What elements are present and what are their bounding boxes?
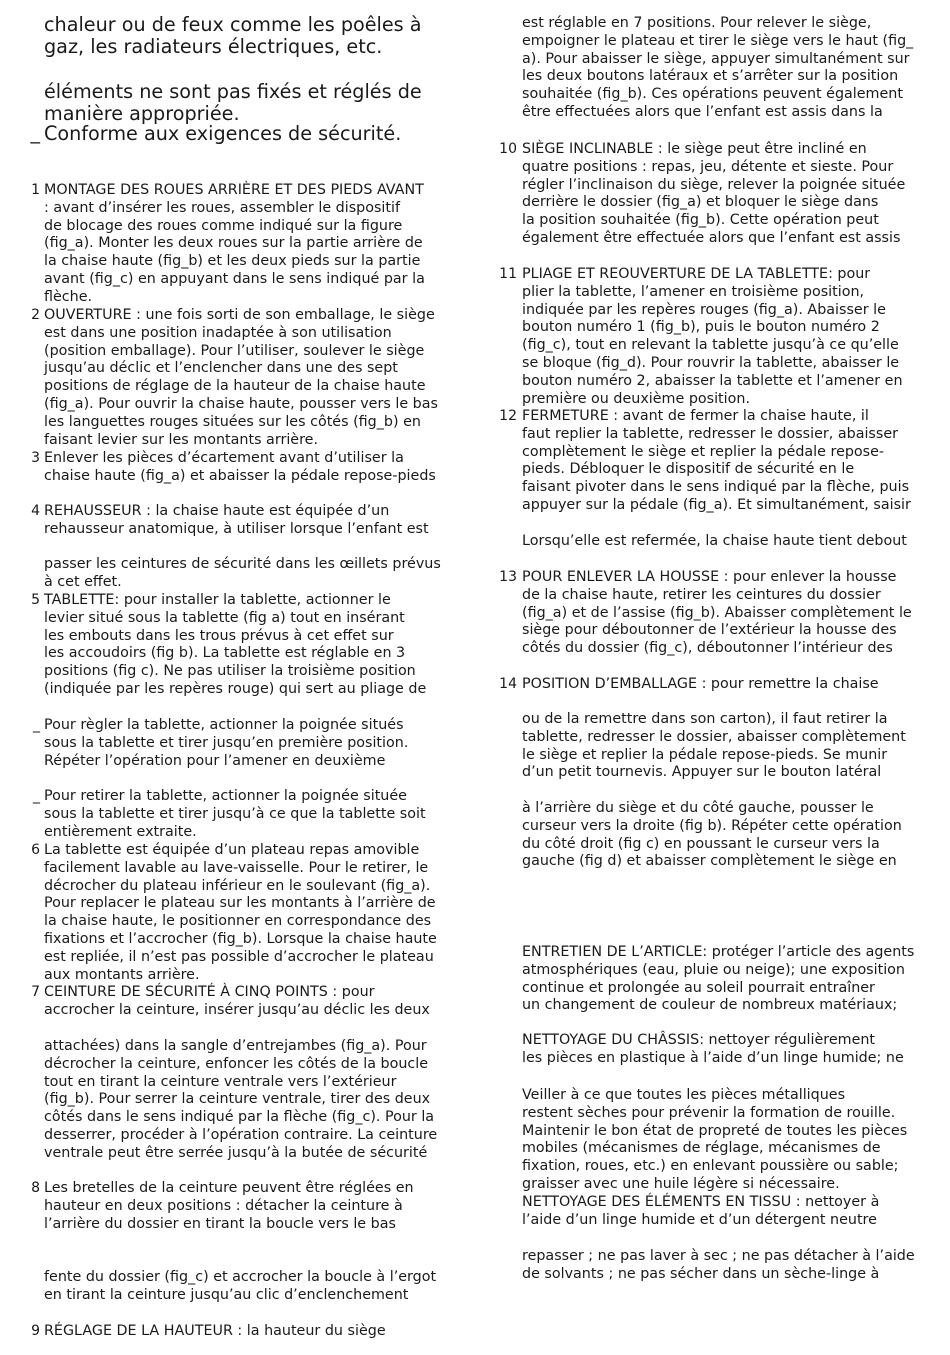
paragraph-text: ou de la remettre dans son carton), il faut retirer la tablette, redresser le dossier, abaisser complètement le siège et replier la pédale repose-pieds. Se munir d’un petit tournevis. Appuyer sur le bouton latéral (522, 711, 906, 781)
paragraph-r12 (497, 408, 937, 515)
item-number: 9 (31, 1323, 40, 1339)
item-number: _ (30, 122, 40, 144)
item-number: 6 (31, 842, 40, 858)
paragraph-text: NETTOYAGE DES ÉLÉMENTS EN TISSU : nettoyer à l’aide d’un linge humide et d’un détergent neutre (522, 1194, 880, 1228)
item-number: 8 (31, 1180, 40, 1196)
paragraph-text: CEINTURE DE SÉCURITÉ À CINQ POINTS : pour accrocher la ceinture, insérer jusqu’au déclic les deux (44, 984, 430, 1018)
item-number: 10 (499, 141, 517, 157)
paragraph-text: REHAUSSEUR : la chaise haute est équipée d’un rehausseur anatomique, à utiliser lorsque l’enfant est (44, 503, 429, 537)
paragraph-i5 (26, 592, 466, 699)
paragraph-intro2 (26, 81, 466, 124)
paragraph-r18b (497, 1248, 937, 1284)
paragraph-text: RÉGLAGE DE LA HAUTEUR : la hauteur du siège (44, 1323, 386, 1339)
paragraph-text: PLIAGE ET REOUVERTURE DE LA TABLETTE: pour plier la tablette, l’amener en troisième position, indiquée par les repères rouges (fig_a). Abaisser le bouton numéro 1 (fig_b), puis le bouton numéro 2 (fig_c), tout en relevant la tablette jusqu’à ce qu’elle se bloque (fig_d). Pour rouvrir la tablette, abaisser le bouton numéro 2, abaisser la tablette et l’amener en première ou deuxième position. (522, 266, 903, 407)
paragraph-text: TABLETTE: pour installer la tablette, actionner le levier situé sous la tablette (fig a) tout en insérant les embouts dans les trous prévus à cet effet sur les accoudoirs (fig b). La tablette est réglable en 3 positions (fig c). Ne pas utiliser la troisième position (indiquée par les repères rouge) qui sert au pliage de (44, 592, 427, 697)
paragraph-text: Veiller à ce que toutes les pièces métalliques restent sèches pour prévenir la formation de rouille. Maintenir le bon état de propreté de toutes les pièces mobiles (mécanismes de réglage, mécanismes de fixation, roues, etc.) en enlevant poussière ou sable; graisser avec une huile légère si nécessaire. (522, 1087, 908, 1192)
paragraph-i7b (26, 1038, 466, 1163)
paragraph-text: fente du dossier (fig_c) et accrocher la boucle à l’ergot en tirant la ceinture jusqu’au clic d’enclenchement (44, 1269, 437, 1303)
paragraph-text: POSITION D’EMBALLAGE : pour remettre la chaise (522, 676, 879, 692)
paragraph-r15 (497, 944, 937, 1015)
paragraph-text: Les bretelles de la ceinture peuvent être réglées en hauteur en deux positions : détacher la ceinture à l’arrière du dossier en tirant la boucle vers le bas (44, 1180, 414, 1232)
paragraph-text: La tablette est équipée d’un plateau repas amovible facilement lavable au lave-vaisselle. Pour le retirer, le décrocher du plateau inférieur en le soulevant (fig_a). Pour replacer le plateau sur les montants à l’arrière de la chaise haute, le positionner en correspondance des fixations et l’accrocher (fig_b). Lorsque la chaise haute est repliée, il n’est pas possible d’accrocher le plateau aux montants arrière. (44, 842, 437, 983)
paragraph-text: ENTRETIEN DE L’ARTICLE: protéger l’article des agents atmosphériques (eau, pluie ou neige); une exposition continue et prolongée au soleil pourrait entraîner un changement de couleur de nombreux matériaux; (522, 944, 915, 1014)
paragraph-i9 (26, 1323, 466, 1341)
paragraph-r14b (497, 711, 937, 782)
paragraph-text: FERMETURE : avant de fermer la chaise haute, il faut replier la tablette, redresser le dossier, abaisser complètement le siège et replier la pédale repose- pieds. Débloquer le dispositif de sécurité en le faisant pivoter dans le sens indiqué par la flèche, puis appuyer sur la pédale (fig_a). Et simultanément, saisir (522, 408, 911, 513)
paragraph-text: Pour retirer la tablette, actionner la poignée située sous la tablette et tirer jusqu’à ce que la tablette soit entièrement extraite. (44, 788, 426, 840)
paragraph-text: passer les ceintures de sécurité dans les œillets prévus à cet effet. (44, 556, 441, 590)
paragraph-text: est réglable en 7 positions. Pour relever le siège, empoigner le plateau et tirer le siège vers le haut (fig_ a). Pour abaisser le siège, appuyer simultanément sur les deux boutons latéraux et s’arrêter sur la position souhaitée (fig_b). Ces opérations peuvent également être effectuées alors que l’enfant est assis dans la (522, 15, 914, 120)
paragraph-text: chaleur ou de feux comme les poêles à gaz, les radiateurs électriques, etc. (44, 13, 422, 58)
paragraph-intro1 (26, 14, 466, 57)
paragraph-r16 (497, 1032, 937, 1068)
paragraph-intro3 (26, 123, 466, 145)
paragraph-text: éléments ne sont pas fixés et réglés de manière appropriée. (44, 80, 422, 125)
paragraph-r13 (497, 569, 937, 658)
paragraph-i4b (26, 556, 466, 592)
paragraph-i1 (26, 182, 466, 307)
paragraph-i5c (26, 788, 466, 841)
paragraph-i2 (26, 307, 466, 449)
paragraph-r10 (497, 141, 937, 248)
item-number: 4 (31, 503, 40, 519)
paragraph-text: MONTAGE DES ROUES ARRIÈRE ET DES PIEDS AVANT : avant d’insérer les roues, assembler le dispositif de blocage des roues comme indiqué sur la figure (fig_a). Monter les deux roues sur la partie arrière de la chaise haute (fig_b) et les deux pieds sur la partie avant (fig_c) en appuyant dans le sens indiqué par la flèche. (44, 182, 425, 305)
paragraph-r11 (497, 266, 937, 408)
item-number: 7 (31, 984, 40, 1000)
paragraph-text: Pour règler la tablette, actionner la poignée situés sous la tablette et tirer jusqu’en première position. Répéter l’opération pour l’amener en deuxième (44, 717, 409, 769)
paragraph-text: POUR ENLEVER LA HOUSSE : pour enlever la housse de la chaise haute, retirer les ceintures du dossier (fig_a) et de l’assise (fig_b). Abaisser complètement le siège pour déboutonner de l’extérieur la housse des côtés du dossier (fig_c), déboutonner l’intérieur des (522, 569, 912, 657)
item-number: _ (33, 788, 40, 804)
paragraph-r14c (497, 800, 937, 871)
paragraph-text: repasser ; ne pas laver à sec ; ne pas détacher à l’aide de solvants ; ne pas sécher dans un sèche-linge à (522, 1248, 915, 1282)
paragraph-r18 (497, 1194, 937, 1230)
paragraph-r12b (497, 533, 937, 551)
paragraph-r17 (497, 1087, 937, 1194)
paragraph-text: attachées) dans la sangle d’entrejambes (fig_a). Pour décrocher la ceinture, enfoncer les côtés de la boucle tout en tirant la ceinture ventrale vers l’extérieur (fig_b). Pour serrer la ceinture ventrale, tirer des deux côtés dans le sens indiqué par la flèche (fig_c). Pour la desserrer, procéder à l’opération contraire. La ceinture ventrale peut être serrée jusqu’à la butée de sécurité (44, 1038, 438, 1161)
paragraph-text: NETTOYAGE DU CHÂSSIS: nettoyer régulièrement les pièces en plastique à l’aide d’un linge humide; ne (522, 1032, 904, 1066)
paragraph-text: à l’arrière du siège et du côté gauche, pousser le curseur vers la droite (fig b). Répéter cette opération du côté droit (fig c) en poussant le curseur vers la gauche (fig d) et abaisser complètement le siège en (522, 800, 902, 870)
paragraph-text: Enlever les pièces d’écartement avant d’utiliser la chaise haute (fig_a) et abaisser la pédale repose-pieds (44, 450, 436, 484)
paragraph-text: SIÈGE INCLINABLE : le siège peut être incliné en quatre positions : repas, jeu, détente et sieste. Pour régler l’inclinaison du siège, relever la poignée située derrière le dossier (fig_a) et bloquer le siège dans la position souhaitée (fig_b). Cette opération peut également être effectuée alors que l’enfant est assis (522, 141, 906, 246)
paragraph-text: OUVERTURE : une fois sorti de son emballage, le siège est dans une position inadaptée à son utilisation (position emballage). Pour l’utiliser, soulever le siège jusqu’au déclic et l’enclencher dans une des sept positions de réglage de la hauteur de la chaise haute (fig_a). Pour ouvrir la chaise haute, pousser vers le bas les languettes rouges situées sur les côtés (fig_b) en faisant levier sur les montants arrière. (44, 307, 438, 448)
item-number: 13 (499, 569, 517, 585)
paragraph-i8b (26, 1269, 466, 1305)
paragraph-i3 (26, 450, 466, 486)
paragraph-i7 (26, 984, 466, 1020)
paragraph-text: Lorsqu’elle est refermée, la chaise haute tient debout (522, 533, 907, 549)
paragraph-i5b (26, 717, 466, 770)
item-number: _ (33, 717, 40, 733)
item-number: 5 (31, 592, 40, 608)
paragraph-i8 (26, 1180, 466, 1233)
item-number: 11 (499, 266, 517, 282)
item-number: 2 (31, 307, 40, 323)
paragraph-r14 (497, 676, 937, 694)
paragraph-i6 (26, 842, 466, 984)
item-number: 12 (499, 408, 517, 424)
item-number: 14 (499, 676, 517, 692)
item-number: 3 (31, 450, 40, 466)
item-number: 1 (31, 182, 40, 198)
paragraph-r9 (497, 15, 937, 122)
paragraph-text: Conforme aux exigences de sécurité. (44, 122, 402, 145)
paragraph-i4 (26, 503, 466, 539)
